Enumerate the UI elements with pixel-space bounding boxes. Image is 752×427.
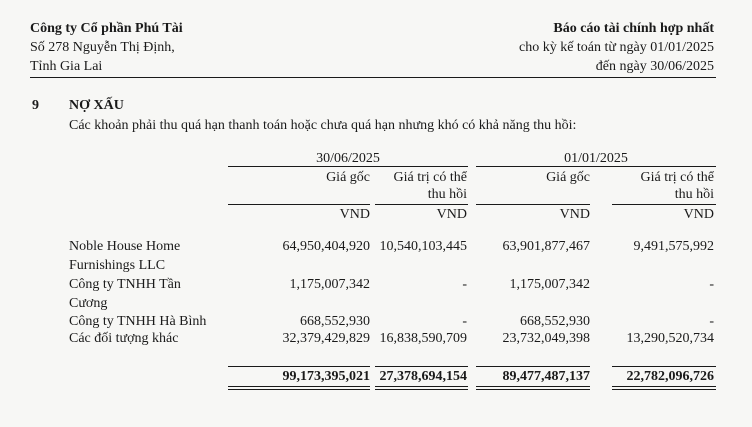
- total-recoverable-2025-06: 27,378,694,154: [379, 369, 467, 384]
- col-rule-2: [375, 204, 468, 205]
- row-label-tan-cuong-1: Công ty TNHH Tần: [69, 277, 181, 292]
- section-description: Các khoản phải thu quá hạn thanh toán hoặc chưa quá hạn nhưng khó có khả năng thu hồi:: [69, 118, 577, 133]
- total-rule-bottom-3a: [476, 386, 590, 387]
- col-rule-1: [228, 204, 370, 205]
- report-period-line2: đến ngày 30/06/2025: [595, 59, 714, 74]
- header-divider: [30, 77, 716, 78]
- col-header-recoverable-2-b: thu hồi: [674, 187, 714, 202]
- table-cell: 10,540,103,445: [379, 239, 467, 254]
- total-rule-bottom-2b: [375, 389, 468, 390]
- row-label-ha-binh: Công ty TNHH Hà Bình: [69, 314, 207, 329]
- unit-4: VND: [683, 207, 714, 222]
- total-cost-2025-01: 89,477,487,137: [502, 369, 590, 384]
- table-cell: -: [462, 277, 467, 292]
- table-cell: 63,901,877,467: [502, 239, 590, 254]
- table-cell: 23,732,049,398: [502, 331, 590, 346]
- section-title: NỢ XẤU: [69, 98, 124, 113]
- col-header-recoverable-2-a: Giá trị có thể: [640, 170, 714, 185]
- total-rule-bottom-2a: [375, 386, 468, 387]
- section-number: 9: [32, 98, 39, 113]
- table-cell: -: [709, 314, 714, 329]
- total-rule-top-2: [375, 366, 468, 367]
- table-cell: 64,950,404,920: [282, 239, 370, 254]
- total-rule-bottom-3b: [476, 389, 590, 390]
- total-rule-top-3: [476, 366, 590, 367]
- total-rule-top-1: [228, 366, 370, 367]
- total-rule-bottom-4b: [612, 389, 716, 390]
- row-label-others: Các đối tượng khác: [69, 331, 179, 346]
- total-rule-top-4: [612, 366, 716, 367]
- total-rule-bottom-4a: [612, 386, 716, 387]
- company-name: Công ty Cổ phần Phú Tài: [30, 21, 183, 36]
- period-header-2025-01: 01/01/2025: [564, 151, 628, 166]
- table-cell: 13,290,520,734: [626, 331, 714, 346]
- table-cell: 1,175,007,342: [509, 277, 590, 292]
- report-period-line1: cho kỳ kế toán từ ngày 01/01/2025: [518, 40, 714, 55]
- table-cell: 668,552,930: [520, 314, 590, 329]
- report-title: Báo cáo tài chính hợp nhất: [553, 21, 714, 36]
- table-cell: 9,491,575,992: [633, 239, 714, 254]
- table-cell: -: [462, 314, 467, 329]
- table-cell: 668,552,930: [300, 314, 370, 329]
- company-address-line1: Số 278 Nguyễn Thị Định,: [30, 40, 175, 55]
- row-label-tan-cuong-2: Cương: [69, 296, 108, 311]
- col-header-recoverable-1-b: thu hồi: [427, 187, 467, 202]
- period-rule-2: [476, 166, 716, 167]
- table-cell: 32,379,429,829: [282, 331, 370, 346]
- company-address-line2: Tỉnh Gia Lai: [30, 59, 103, 74]
- row-label-noble-house-2: Furnishings LLC: [69, 258, 166, 273]
- col-header-recoverable-1-a: Giá trị có thể: [393, 170, 467, 185]
- total-recoverable-2025-01: 22,782,096,726: [626, 369, 714, 384]
- col-rule-3: [476, 204, 590, 205]
- unit-3: VND: [559, 207, 590, 222]
- table-cell: 1,175,007,342: [289, 277, 370, 292]
- row-label-noble-house-1: Noble House Home: [69, 239, 181, 254]
- unit-2: VND: [436, 207, 467, 222]
- period-rule-1: [228, 166, 468, 167]
- table-cell: 16,838,590,709: [379, 331, 467, 346]
- table-cell: -: [709, 277, 714, 292]
- col-header-cost-2: Giá gốc: [546, 170, 590, 185]
- unit-1: VND: [339, 207, 370, 222]
- total-rule-bottom-1b: [228, 389, 370, 390]
- total-cost-2025-06: 99,173,395,021: [282, 369, 370, 384]
- period-header-2025-06: 30/06/2025: [316, 151, 380, 166]
- total-rule-bottom-1a: [228, 386, 370, 387]
- col-header-cost-1: Giá gốc: [326, 170, 370, 185]
- col-rule-4: [612, 204, 716, 205]
